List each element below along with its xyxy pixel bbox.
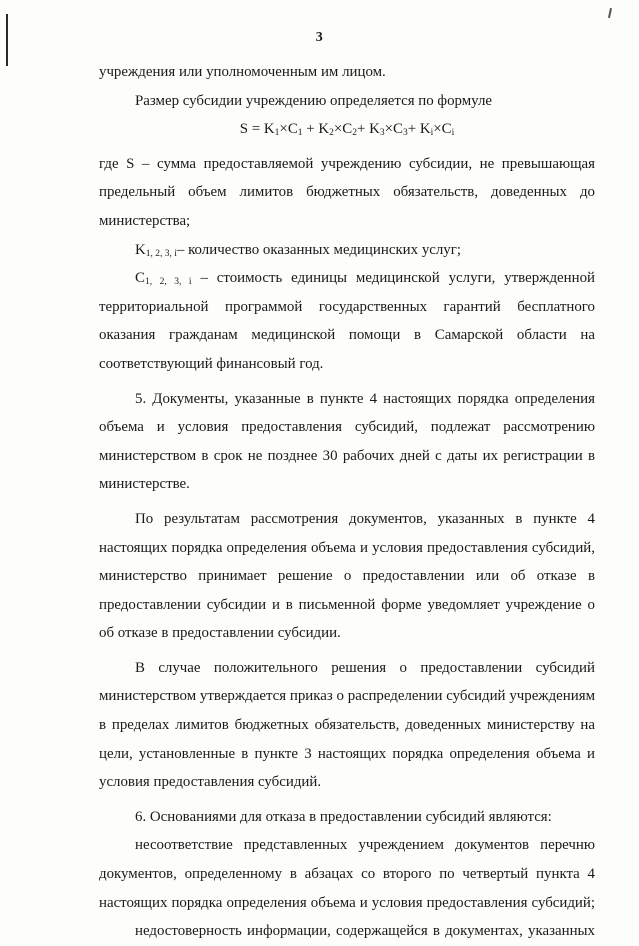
point6-item1-line-1: несоответствие представленных учреждением документов перечню	[135, 837, 595, 854]
point5-line-1: 5. Документы, указанные в пункте 4 настоящих порядка определения	[135, 390, 595, 407]
definition-s-line-2: предельный объем лимитов бюджетных обязательств, доведенных до	[99, 184, 595, 201]
definition-s-line-3: министерства;	[99, 212, 191, 229]
definition-c-line-3: оказания гражданам медицинской помощи в Самарской области на	[99, 327, 595, 344]
point6-item2-line-1: недостоверность информации, содержащейся в документах, указанных	[135, 923, 595, 940]
point6-title: 6. Основаниями для отказа в предоставлении субсидий являются:	[135, 808, 552, 825]
positive-line-3: в пределах лимитов бюджетных обязательств, доведенных министерству на	[99, 717, 595, 734]
formula-term-1: $K_1\times C_1$ +	[263, 121, 319, 139]
document-body	[99, 58, 595, 946]
review-line-2: настоящих порядка определения объема и условия предоставления субсидий,	[99, 539, 595, 556]
review-line-3: министерство принимает решение о предоставлении или об отказе в	[99, 568, 595, 585]
formula-term-4: $K_i\times C_i$	[419, 121, 455, 139]
definition-c-line-2: территориальной программой государственных гарантий бесплатного	[99, 298, 595, 315]
point5-line-3: министерством в срок не позднее 30 рабочих дней с даты их регистрации в	[99, 447, 595, 464]
subsidy-formula	[99, 115, 595, 144]
point5-line-4: министерстве.	[99, 476, 190, 493]
positive-line-5: условия предоставления субсидий.	[99, 774, 322, 791]
formula-term-3: $K_3\times C_3+$	[369, 121, 420, 139]
formula-term-2: $K_2\times C_2+$	[318, 121, 370, 139]
positive-line-4: цели, установленные в пункте 3 настоящих порядка определения объема и	[99, 745, 595, 762]
intro-line: учреждения или уполномоченным им лицом.	[99, 64, 386, 80]
definition-c-line-1: $C_{1, 2, 3, i}$ – стоимость единицы медицинской услуги, утвержденной	[135, 270, 595, 288]
review-line-4: предоставлении субсидии и в письменной форме уведомляет учреждение о	[99, 596, 595, 613]
point6-item1-line-2: документов, определенному в абзацах со второго по четвертый пункта 4	[99, 866, 595, 883]
positive-line-1: В случае положительного решения о предоставлении субсидий	[135, 659, 595, 676]
review-line-5: об отказе в предоставлении субсидии.	[99, 625, 341, 642]
page-number: 3	[315, 30, 324, 45]
point6-item1-line-3: настоящих порядка определения объема и условия предоставления субсидий;	[99, 894, 595, 911]
formula-intro: Размер субсидии учреждению определяется по формуле	[135, 92, 492, 109]
formula-lhs: S =	[239, 121, 264, 138]
review-line-1: По результатам рассмотрения документов, указанных в пункте 4	[135, 510, 595, 527]
definition-s-line-1: где S – сумма предоставляемой учреждению субсидии, не превышающая	[99, 155, 595, 172]
definition-k: $K_{1, 2, 3, i}-$ количество оказанных медицинских услуг;	[135, 241, 461, 259]
positive-line-2: министерством утверждается приказ о распределении субсидий учреждениям	[99, 688, 595, 705]
definition-c-line-4: соответствующий финансовый год.	[99, 355, 324, 372]
scan-corner-mark	[608, 8, 612, 18]
point5-line-2: объема и условия предоставления субсидий, подлежат рассмотрению	[99, 419, 595, 436]
